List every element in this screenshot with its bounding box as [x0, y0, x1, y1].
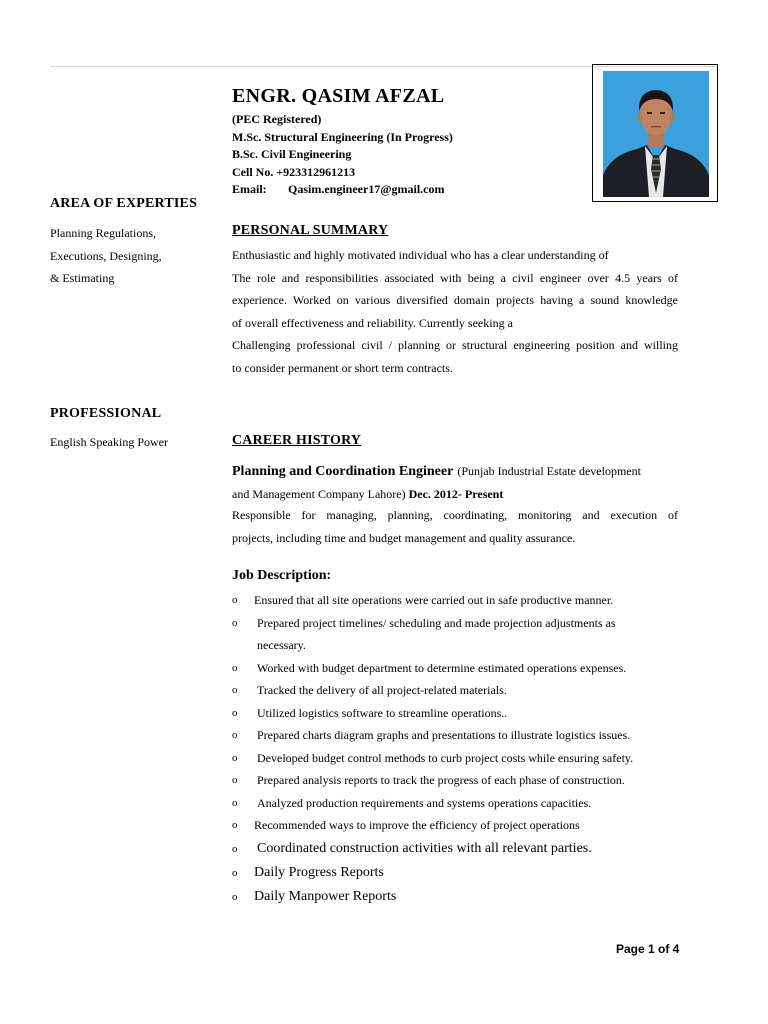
company-name-part1: (Punjab Industrial Estate development — [457, 464, 641, 478]
summary-line: The role and responsibilities associated with being a civil engineer over 4.5 years of — [232, 270, 678, 285]
responsibility-line: Responsible for managing, planning, coordinating, monitoring and execution of — [232, 508, 678, 522]
duty-item — [232, 769, 682, 792]
job-entry — [232, 459, 678, 506]
duty-text: Developed budget control methods to curb project costs while ensuring safety. — [257, 750, 634, 765]
professional-item: English Speaking Power — [50, 435, 168, 449]
professional-list — [50, 431, 168, 454]
duty-text: Prepared charts diagram graphs and presentations to illustrate logistics issues. — [257, 728, 631, 742]
duty-text: Prepared analysis reports to track the progress of each phase of construction. — [257, 773, 625, 787]
profile-photo-frame — [592, 64, 718, 202]
professional-heading: PROFESSIONAL — [50, 406, 162, 421]
email-address: Qasim.engineer17@gmail.com — [288, 182, 445, 196]
company-name-part2: and Management Company Lahore) — [232, 487, 406, 501]
email-label: Email: — [232, 182, 267, 196]
duty-text: Daily Manpower Reports — [254, 888, 397, 904]
bullet-marker: o — [232, 706, 238, 719]
bullet-marker: o — [232, 661, 238, 674]
msc-degree: M.Sc. Structural Engineering (In Progress) — [232, 129, 453, 144]
duty-item — [232, 657, 682, 680]
duty-item — [232, 724, 682, 747]
expertise-item: Executions, Designing, — [50, 248, 162, 263]
summary-body — [232, 244, 678, 380]
bullet-marker: o — [232, 866, 238, 879]
bullet-marker: o — [232, 774, 238, 786]
duty-item — [232, 885, 682, 909]
summary-line: to consider permanent or short term contracts. — [232, 360, 453, 375]
duty-text: Coordinated construction activities with all relevant parties. — [257, 840, 592, 856]
page-number: Page 1 of 4 — [616, 942, 680, 956]
bullet-marker: o — [232, 751, 238, 764]
expertise-section — [50, 196, 197, 212]
duty-text: Prepared project timelines/ scheduling and made projection adjustments as — [257, 615, 616, 630]
summary-line: experience. Worked on various diversified domain projects having a sound knowledge — [232, 293, 678, 308]
duty-item — [232, 747, 682, 770]
career-heading-wrap — [232, 433, 678, 449]
duty-item — [232, 792, 682, 815]
expertise-item: & Estimating — [50, 271, 115, 285]
duty-text: Ensured that all site operations were carried out in safe productive manner. — [254, 593, 614, 607]
bullet-marker: o — [232, 616, 238, 629]
candidate-name: ENGR. QASIM AFZAL — [232, 85, 445, 107]
duty-item — [232, 702, 682, 725]
expertise-heading: AREA OF EXPERTIES — [50, 196, 198, 211]
job-description-heading-wrap — [232, 568, 678, 584]
summary-heading: PERSONAL SUMMARY — [232, 223, 389, 238]
job-title: Planning and Coordination Engineer — [232, 464, 454, 479]
duty-text: Daily Progress Reports — [254, 864, 384, 880]
duty-item — [232, 814, 682, 837]
expertise-item: Planning Regulations, — [50, 226, 156, 240]
summary-line: of overall effectiveness and reliability. Currently seeking a — [232, 315, 513, 330]
bullet-marker: o — [232, 684, 238, 696]
duty-item — [232, 837, 682, 861]
bullet-marker: o — [232, 890, 238, 903]
cell-number: Cell No. +923312961213 — [232, 164, 356, 179]
responsibility-text — [232, 504, 678, 549]
duty-item — [232, 861, 682, 885]
duty-text: Worked with budget department to determine estimated operations expenses. — [257, 660, 627, 675]
career-heading: CAREER HISTORY — [232, 433, 362, 448]
bsc-degree: B.Sc. Civil Engineering — [232, 147, 352, 161]
bullet-marker: o — [232, 729, 238, 741]
duty-text: Utilized logistics software to streamline operations.. — [257, 705, 508, 720]
expertise-list — [50, 222, 162, 290]
duty-item-continuation — [232, 634, 682, 657]
profile-photo — [603, 71, 709, 197]
summary-line: Challenging professional civil / planning or structural engineering position and willing — [232, 338, 678, 353]
duty-text: Recommended ways to improve the efficiency of project operations — [254, 818, 580, 832]
employment-dates: Dec. 2012- Present — [408, 487, 504, 501]
duty-item — [232, 679, 682, 702]
duty-item — [232, 589, 682, 612]
email-line — [232, 181, 453, 199]
duty-text: Tracked the delivery of all project-related materials. — [257, 683, 507, 697]
responsibility-line: projects, including time and budget management and quality assurance. — [232, 530, 576, 545]
pec-status: (PEC Registered) — [232, 112, 322, 126]
summary-heading-wrap — [232, 223, 678, 239]
bullet-marker: o — [232, 819, 238, 831]
duty-text: necessary. — [257, 638, 306, 652]
bullet-marker: o — [232, 594, 238, 606]
bullet-marker: o — [232, 842, 238, 855]
summary-line: Enthusiastic and highly motivated individual who has a clear understanding of — [232, 248, 609, 262]
bullet-marker: o — [232, 796, 238, 809]
professional-section — [50, 406, 161, 422]
job-description-heading: Job Description: — [232, 568, 332, 583]
duty-item — [232, 612, 682, 635]
duty-text: Analyzed production requirements and systems operations capacities. — [257, 795, 592, 810]
resume-header — [232, 84, 453, 199]
duties-list — [232, 589, 682, 909]
